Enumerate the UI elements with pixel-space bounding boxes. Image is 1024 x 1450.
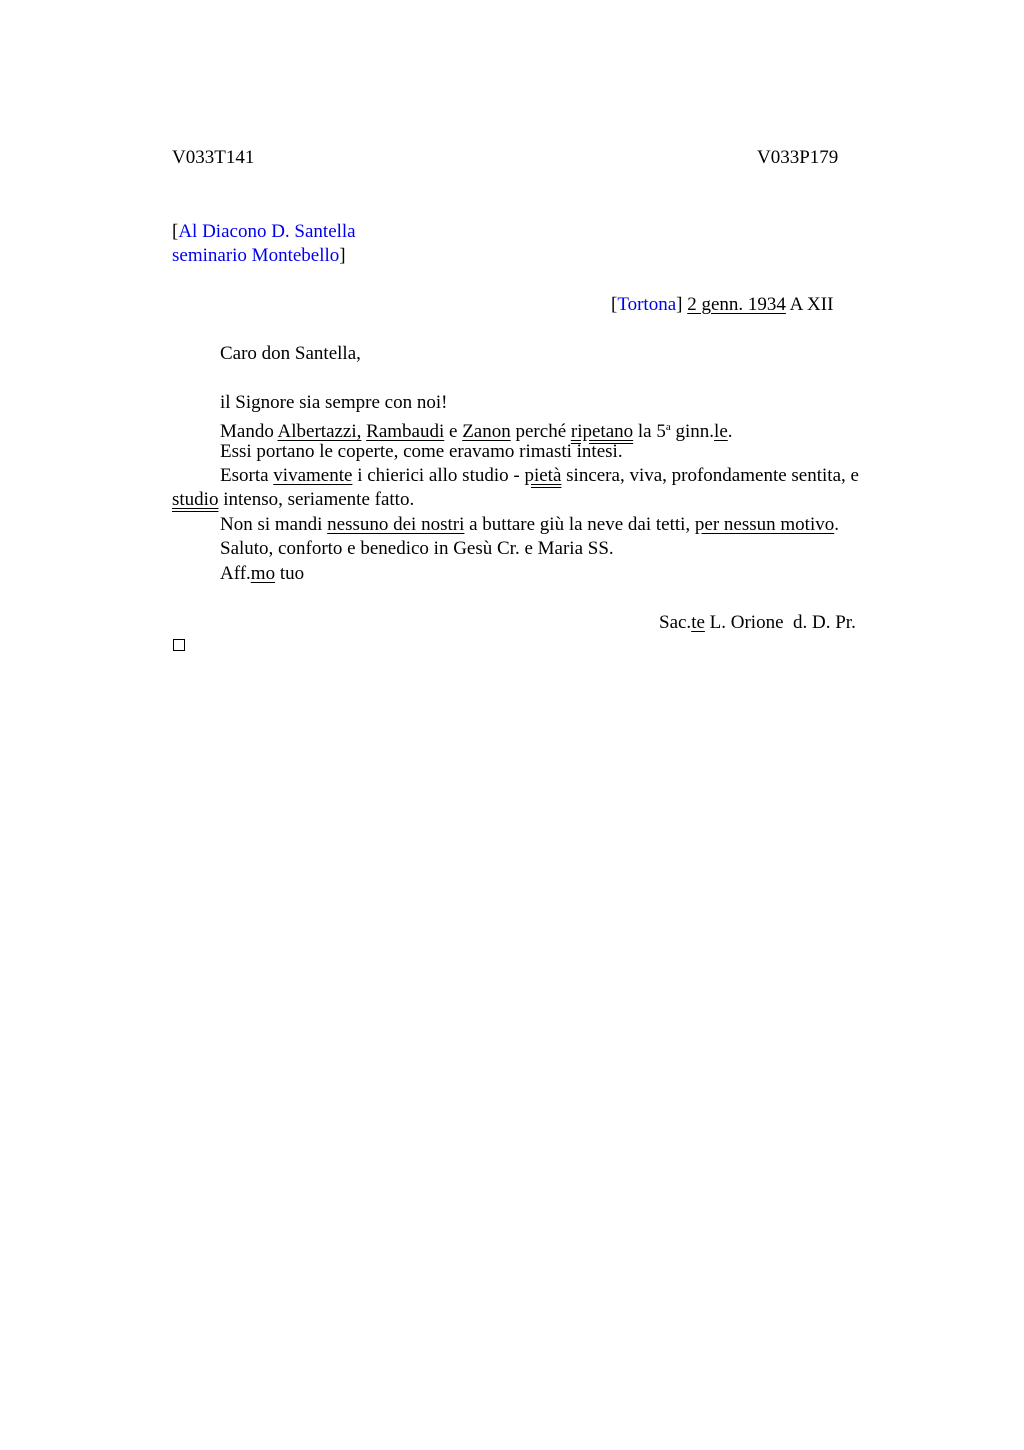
text-run: .: [727, 421, 733, 442]
bracket-open: [: [611, 294, 618, 315]
superscript: a: [665, 421, 671, 433]
text-run: ginn.: [670, 421, 715, 442]
body-paragraph-4: [172, 464, 904, 512]
bracket-open: [: [172, 221, 179, 242]
phrase-nessuno-dei-nostri: nessuno dei nostri: [327, 514, 465, 535]
text-run: la 5: [633, 421, 666, 442]
phrase-per-nessun-motivo: per nessun motivo: [694, 514, 835, 535]
word-pieta: pietà: [524, 465, 562, 486]
text-run: a buttare giù la neve dai tetti,: [464, 514, 695, 535]
abbreviation-mo: mo: [250, 563, 276, 584]
word-studio: studio: [172, 489, 219, 510]
recipient-name: Al Diacono D. Santella: [178, 221, 356, 242]
text-run: Esorta: [220, 465, 274, 486]
document-code-left: V033T141: [172, 147, 255, 168]
text-run: Mando: [220, 421, 278, 442]
dateline-era: A XII: [789, 294, 834, 315]
recipient-place: seminario Montebello: [172, 245, 340, 266]
word-vivamente: vivamente: [273, 465, 353, 486]
bracket-close: ]: [339, 245, 346, 266]
body-paragraph-3: Essi portano le coperte, come eravamo rimasti intesi.: [220, 441, 623, 462]
recipient-line-2: [172, 244, 346, 268]
text-run: intenso, seriamente fatto.: [218, 489, 415, 510]
text-run: Aff.: [220, 563, 251, 584]
text-run: e: [444, 421, 463, 442]
name-albertazzi: Albertazzi,: [277, 421, 362, 442]
text-run: .: [834, 514, 839, 535]
text-run: L. Orione d. D. Pr.: [704, 612, 856, 633]
abbreviation-le: le: [714, 421, 728, 442]
name-rambaudi: Rambaudi: [366, 421, 445, 442]
recipient-line-1: [172, 220, 356, 244]
text-run: perché: [510, 421, 571, 442]
end-marker-square-icon: [173, 639, 185, 651]
body-paragraph-1: il Signore sia sempre con noi!: [220, 392, 448, 413]
text-run: Sac.: [659, 612, 692, 633]
signature: [659, 611, 856, 635]
name-zanon: Zanon: [462, 421, 511, 442]
body-paragraph-6: Saluto, conforto e benedico in Gesù Cr. e Maria SS.: [220, 538, 614, 559]
body-paragraph-5: [220, 513, 839, 537]
word-ripetano: ripetano: [570, 421, 634, 442]
salutation: Caro don Santella,: [220, 343, 361, 364]
text-run: Non si mandi: [220, 514, 328, 535]
dateline-date: 2 genn. 1934: [687, 294, 786, 315]
closing: [220, 562, 304, 586]
text-run: tuo: [275, 563, 305, 584]
document-code-right: V033P179: [757, 147, 839, 168]
bracket-close: ]: [676, 294, 683, 315]
dateline: [611, 293, 833, 317]
text-run: i chierici allo studio -: [352, 465, 525, 486]
text-run: sincera, viva, profondamente sentita, e: [561, 465, 859, 486]
abbreviation-te: te: [691, 612, 705, 633]
dateline-place: Tortona: [617, 294, 677, 315]
